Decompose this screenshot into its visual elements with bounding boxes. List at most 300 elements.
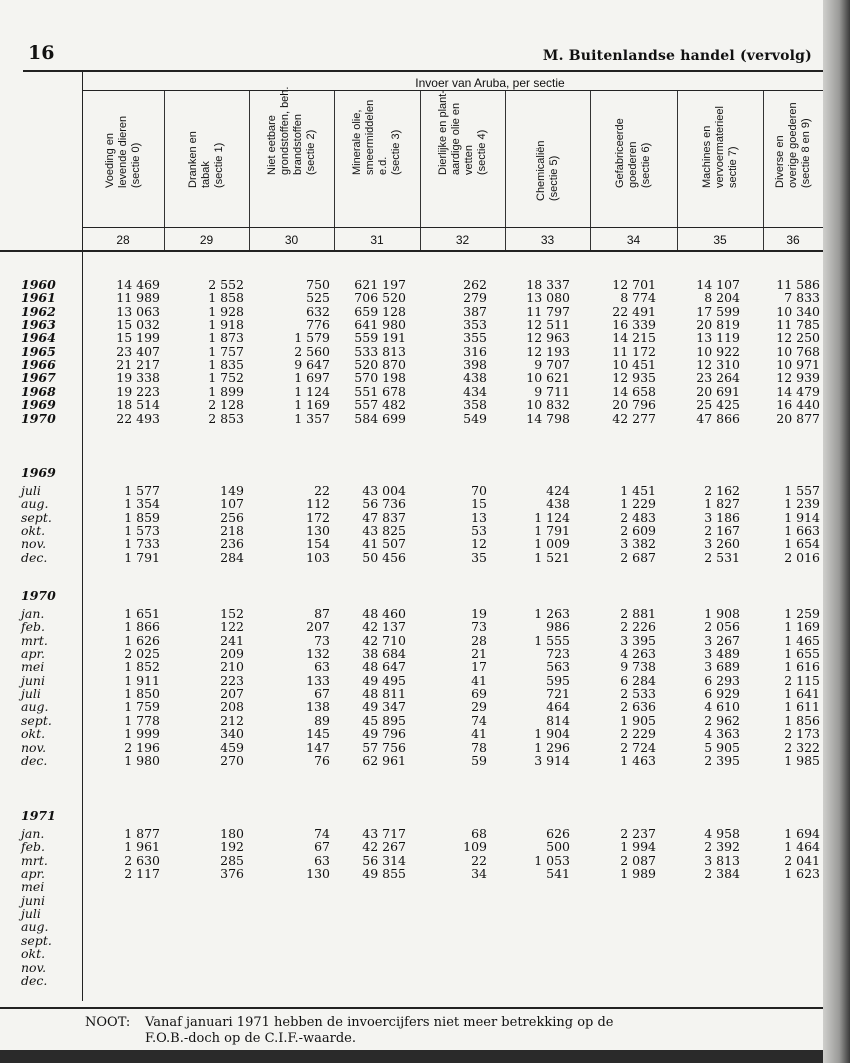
table-cell: 10 832 [526,397,570,413]
table-cell: 3 489 [704,646,740,662]
table-cell: 723 [546,646,570,662]
table-cell: 149 [220,483,244,498]
column-header-label [266,87,318,175]
table-cell: 12 701 [612,277,656,292]
column-header-label [187,131,226,188]
table-cell: 154 [306,536,330,552]
table-cell: 1 577 [124,483,160,498]
table-cell: 14 215 [612,330,656,346]
column-header-line: (sectie 1) [213,142,225,188]
table-cell: 1 733 [124,536,160,552]
table-cell: 236 [220,536,244,552]
table-cell: 464 [546,699,570,715]
table-cell: 15 199 [116,330,160,346]
table-cell: 11 797 [526,303,570,319]
table-cell: 18 337 [526,277,570,292]
table-cell: 10 340 [776,303,820,319]
row-label: 1961 [21,290,56,306]
row-label: apr. [21,866,46,882]
table-cell: 14 658 [612,383,656,399]
table-cell: 1 908 [704,606,740,621]
row-label: 1966 [21,357,56,373]
table-cell: 17 599 [696,303,740,319]
table-cell: 1 791 [124,549,160,565]
group-year-label: 1969 [21,465,56,480]
table-cell: 14 479 [776,383,820,399]
table-cell: 1 778 [124,712,160,728]
column-number: 31 [370,233,384,247]
table-cell: 1 239 [784,496,820,512]
table-cell: 223 [220,672,244,688]
table-cell: 814 [546,712,570,728]
table-cell: 62 961 [362,752,406,768]
column-header-35 [677,92,763,227]
table-cell: 1 229 [620,496,656,512]
table-cell: 2 117 [124,866,160,882]
table-cell: 1 357 [294,410,330,426]
column-header-label [351,100,403,175]
table-cell: 706 520 [354,290,406,306]
table-cell: 67 [314,839,330,855]
table-cell: 103 [306,549,330,565]
row-label: mrt. [21,632,48,648]
table-cell: 5 905 [704,739,740,755]
column-header-line: grondstoffen, beh. [278,86,291,175]
table-cell: 6 284 [620,672,656,688]
column-header-line: (sectie 3) [390,129,402,175]
table-cell: 241 [220,632,244,648]
row-label: mei [21,879,45,895]
table-cell: 1 856 [784,712,820,728]
table-cell: 23 264 [696,370,740,386]
table-cell: 2 025 [124,646,160,662]
super-header: Invoer van Aruba, per sectie [415,76,565,90]
table-cell: 1 451 [620,483,656,498]
table-cell: 147 [306,739,330,755]
row-label: juni [21,672,45,688]
table-cell: 1 752 [208,370,244,386]
table-cell: 3 382 [620,536,656,552]
table-cell: 74 [471,712,487,728]
table-cell: 1 263 [534,606,570,621]
table-cell: 138 [306,699,330,715]
table-cell: 3 689 [704,659,740,675]
table-cell: 74 [314,826,330,841]
table-cell: 2 162 [704,483,740,498]
column-header-line: goederen [627,141,639,188]
row-label: feb. [21,839,45,855]
table-cell: 1 124 [534,509,570,525]
column-header-28 [82,92,164,227]
running-head: M. Buitenlandse handel (vervolg) [542,48,812,64]
table-cell: 53 [471,523,487,539]
table-cell: 2 881 [620,606,656,621]
table-cell: 1 651 [124,606,160,621]
table-cell: 1 994 [620,839,656,855]
column-number: 29 [199,233,214,247]
table-cell: 2 115 [784,672,820,688]
table-cell: 23 407 [116,343,160,359]
table-cell: 355 [463,330,487,346]
table-cell: 8 774 [620,290,656,306]
table-cell: 641 980 [354,317,406,333]
table-cell: 1 961 [124,839,160,855]
table-cell: 1 694 [784,826,820,841]
page-number: 16 [28,42,55,64]
table-cell: 35 [471,549,487,565]
table-cell: 1 850 [124,686,160,702]
table-cell: 721 [546,686,570,702]
table-cell: 68 [471,826,487,841]
table-cell: 11 785 [776,317,820,333]
table-cell: 12 963 [526,330,570,346]
row-label: 1960 [21,277,56,292]
table-cell: 73 [314,632,330,648]
table-cell: 1 877 [124,826,160,841]
table-cell: 22 [471,852,487,868]
row-label: sept. [21,712,52,728]
column-header-line: (sectie 8 en 9) [799,118,812,188]
table-cell: 87 [314,606,330,621]
table-cell: 3 395 [620,632,656,648]
table-cell: 20 796 [612,397,656,413]
table-cell: 3 267 [704,632,740,648]
table-cell: 1 053 [534,852,570,868]
table-cell: 76 [314,752,330,768]
table-cell: 49 796 [362,726,406,742]
row-label: aug. [21,919,49,935]
table-cell: 398 [463,357,487,373]
table-cell: 1 866 [124,619,160,635]
table-cell: 2 229 [620,726,656,742]
row-label: 1963 [21,317,56,333]
column-header-label [701,106,740,188]
table-cell: 1 859 [124,509,160,525]
table-cell: 2 384 [704,866,740,882]
table-cell: 1 009 [534,536,570,552]
table-cell: 1 980 [124,752,160,768]
footnote-line-1 [85,1015,805,1031]
table-cell: 1 169 [784,619,820,635]
table-cell: 1 611 [784,699,820,715]
row-label: mei [21,659,45,675]
table-cell: 438 [546,496,570,512]
column-header-line: Niet eetbare [265,115,278,175]
table-cell: 500 [546,839,570,855]
table-cell: 50 456 [362,549,406,565]
row-label: dec. [21,752,48,768]
table-cell: 172 [306,509,330,525]
column-header-33 [505,92,590,227]
table-cell: 130 [306,866,330,882]
table-cell: 43 004 [362,483,406,498]
row-label: 1965 [21,343,56,359]
column-header-line: levende dieren [116,115,129,188]
table-cell: 209 [220,646,244,662]
table-cell: 89 [314,712,330,728]
column-number: 35 [713,233,727,247]
column-header-line: brandstoffen [291,114,304,175]
table-cell: 1 626 [124,632,160,648]
table-cell: 11 586 [776,277,820,292]
table-cell: 1 573 [124,523,160,539]
table-cell: 10 621 [526,370,570,386]
table-cell: 20 691 [696,383,740,399]
table-cell: 986 [546,619,570,635]
table-cell: 376 [220,866,244,882]
table-cell: 48 811 [362,686,406,702]
table-cell: 8 204 [704,290,740,306]
table-cell: 73 [471,619,487,635]
table-cell: 41 [471,672,487,688]
table-cell: 2 531 [704,549,740,565]
column-header-line: Gefabriceerde [614,118,626,188]
table-cell: 340 [220,726,244,742]
group-year-label: 1971 [21,808,56,823]
row-label: 1969 [21,397,56,413]
table-cell: 21 217 [116,357,160,373]
table-cell: 12 511 [526,317,570,333]
table-cell: 279 [463,290,487,306]
table-cell: 2 016 [784,549,820,565]
table-cell: 63 [314,659,330,675]
column-header-line: Dranken en [187,131,199,188]
table-cell: 2 687 [620,549,656,565]
table-cell: 353 [463,317,487,333]
table-cell: 13 063 [116,303,160,319]
column-number: 32 [455,233,470,247]
table-cell: 133 [306,672,330,688]
table-cell: 6 293 [704,672,740,688]
table-cell: 12 [471,536,487,552]
table-cell: 1 827 [704,496,740,512]
column-number: 34 [626,233,641,247]
table-cell: 49 347 [362,699,406,715]
table-cell: 2 609 [620,523,656,539]
table-cell: 1 124 [294,383,330,399]
column-number-rule [82,227,823,228]
table-cell: 1 999 [124,726,160,742]
table-cell: 2 724 [620,739,656,755]
table-cell: 19 338 [116,370,160,386]
table-cell: 2 322 [784,739,820,755]
table-cell: 56 314 [362,852,406,868]
table-cell: 20 877 [776,410,820,426]
top-rule [23,70,823,72]
row-label: aug. [21,699,49,715]
table-cell: 1 641 [784,686,820,702]
table-cell: 1 918 [208,317,244,333]
table-cell: 559 191 [354,330,406,346]
table-cell: 2 636 [620,699,656,715]
table-cell: 2 128 [208,397,244,413]
table-cell: 1 296 [534,739,570,755]
table-cell: 63 [314,852,330,868]
table-cell: 10 971 [776,357,820,373]
row-label: jan. [21,606,45,621]
table-cell: 1 759 [124,699,160,715]
row-label: juli [21,686,41,702]
table-cell: 12 193 [526,343,570,359]
row-label: dec. [21,549,48,565]
table-cell: 1 928 [208,303,244,319]
table-cell: 69 [471,686,487,702]
table-cell: 132 [306,646,330,662]
table-cell: 2 173 [784,726,820,742]
column-header-36 [763,92,823,227]
table-cell: 626 [546,826,570,841]
table-cell: 38 684 [362,646,406,662]
table-cell: 13 119 [696,330,740,346]
table-cell: 42 267 [362,839,406,855]
table-cell: 107 [220,496,244,512]
row-label: sept. [21,932,52,948]
row-label: juni [21,892,45,908]
table-cell: 18 514 [116,397,160,413]
table-cell: 9 738 [620,659,656,675]
table-cell: 285 [220,852,244,868]
table-cell: 2 483 [620,509,656,525]
column-header-34 [590,92,677,227]
table-cell: 210 [220,659,244,675]
table-cell: 10 451 [612,357,656,373]
table-cell: 47 866 [696,410,740,426]
column-number: 28 [116,233,130,247]
row-label: 1962 [21,303,56,319]
row-label: 1970 [21,410,56,426]
column-header-label [437,90,489,175]
column-number: 33 [540,233,555,247]
table-cell: 1 521 [534,549,570,565]
table-cell: 438 [463,370,487,386]
table-cell: 358 [463,397,487,413]
table-cell: 2 533 [620,686,656,702]
table-cell: 4 263 [620,646,656,662]
table-cell: 2 237 [620,826,656,841]
row-label: sept. [21,509,52,525]
table-cell: 2 962 [704,712,740,728]
table-cell: 180 [220,826,244,841]
column-header-line: Minerale olie, [351,109,363,175]
row-label: 1967 [21,370,56,386]
table-cell: 2 392 [704,839,740,855]
table-cell: 9 647 [294,357,330,373]
table-cell: 22 493 [116,410,160,426]
column-header-line: e.d. [377,156,389,175]
table-cell: 584 699 [354,410,406,426]
table-cell: 1 555 [534,632,570,648]
table-cell: 43 825 [362,523,406,539]
table-cell: 1 757 [208,343,244,359]
table-cell: 1 989 [620,866,656,882]
table-cell: 130 [306,523,330,539]
table-cell: 434 [463,383,487,399]
column-header-line: (sectie 0) [129,142,142,188]
table-cell: 12 250 [776,330,820,346]
table-cell: 10 922 [696,343,740,359]
table-cell: 520 870 [354,357,406,373]
table-cell: 551 678 [354,383,406,399]
row-label: jan. [21,826,45,841]
table-cell: 533 813 [354,343,406,359]
table-cell: 29 [471,699,487,715]
table-cell: 14 798 [526,410,570,426]
row-label: okt. [21,946,46,962]
row-label: nov. [21,536,47,552]
table-cell: 1 623 [784,866,820,882]
footnote-label: NOOT: [85,1015,131,1030]
table-cell: 563 [546,659,570,675]
table-cell: 15 032 [116,317,160,333]
table-cell: 1 557 [784,483,820,498]
column-header-label [614,118,653,188]
column-header-line: overige goederen [786,102,799,188]
row-label: nov. [21,959,47,975]
table-cell: 557 482 [354,397,406,413]
table-cell: 13 080 [526,290,570,306]
table-cell: 192 [220,839,244,855]
table-cell: 48 460 [362,606,406,621]
table-cell: 12 935 [612,370,656,386]
column-header-line: Chemicaliën [534,140,547,201]
column-header-line: (sectie 2) [304,129,317,175]
column-header-line: aardige olie en [449,102,462,175]
table-cell: 20 819 [696,317,740,333]
table-cell: 1 616 [784,659,820,675]
group-year-label: 1970 [21,588,56,603]
table-cell: 47 837 [362,509,406,525]
column-header-label [535,140,561,201]
column-number: 36 [786,233,800,247]
table-cell: 2 041 [784,852,820,868]
table-cell: 57 756 [362,739,406,755]
table-cell: 256 [220,509,244,525]
table-cell: 11 989 [116,290,160,306]
table-cell: 42 137 [362,619,406,635]
table-cell: 112 [306,496,330,512]
table-cell: 2 167 [704,523,740,539]
table-cell: 16 339 [612,317,656,333]
table-cell: 1 464 [784,839,820,855]
table-cell: 14 107 [696,277,740,292]
table-cell: 3 914 [534,752,570,768]
column-header-line: tabak [200,161,212,188]
column-header-line: (sectie 6) [640,142,652,188]
table-cell: 284 [220,549,244,565]
footnote-line-2: F.O.B.-doch op de C.I.F.-waarde. [145,1031,356,1046]
table-cell: 1 873 [208,330,244,346]
table-cell: 17 [471,659,487,675]
table-cell: 59 [471,752,487,768]
table-cell: 34 [471,866,487,882]
table-cell: 12 939 [776,370,820,386]
row-label: okt. [21,726,46,742]
table-cell: 3 186 [704,509,740,525]
table-cell: 2 630 [124,852,160,868]
table-cell: 570 198 [354,370,406,386]
column-header-label [774,102,813,188]
row-label: dec. [21,972,48,988]
page-edge-shadow [823,0,850,1063]
table-cell: 7 833 [784,290,820,306]
table-cell: 145 [306,726,330,742]
table-cell: 1 835 [208,357,244,373]
table-cell: 632 [306,303,330,319]
table-cell: 15 [471,496,487,512]
table-cell: 2 196 [124,739,160,755]
table-cell: 1 911 [124,672,160,688]
table-cell: 424 [546,483,570,498]
